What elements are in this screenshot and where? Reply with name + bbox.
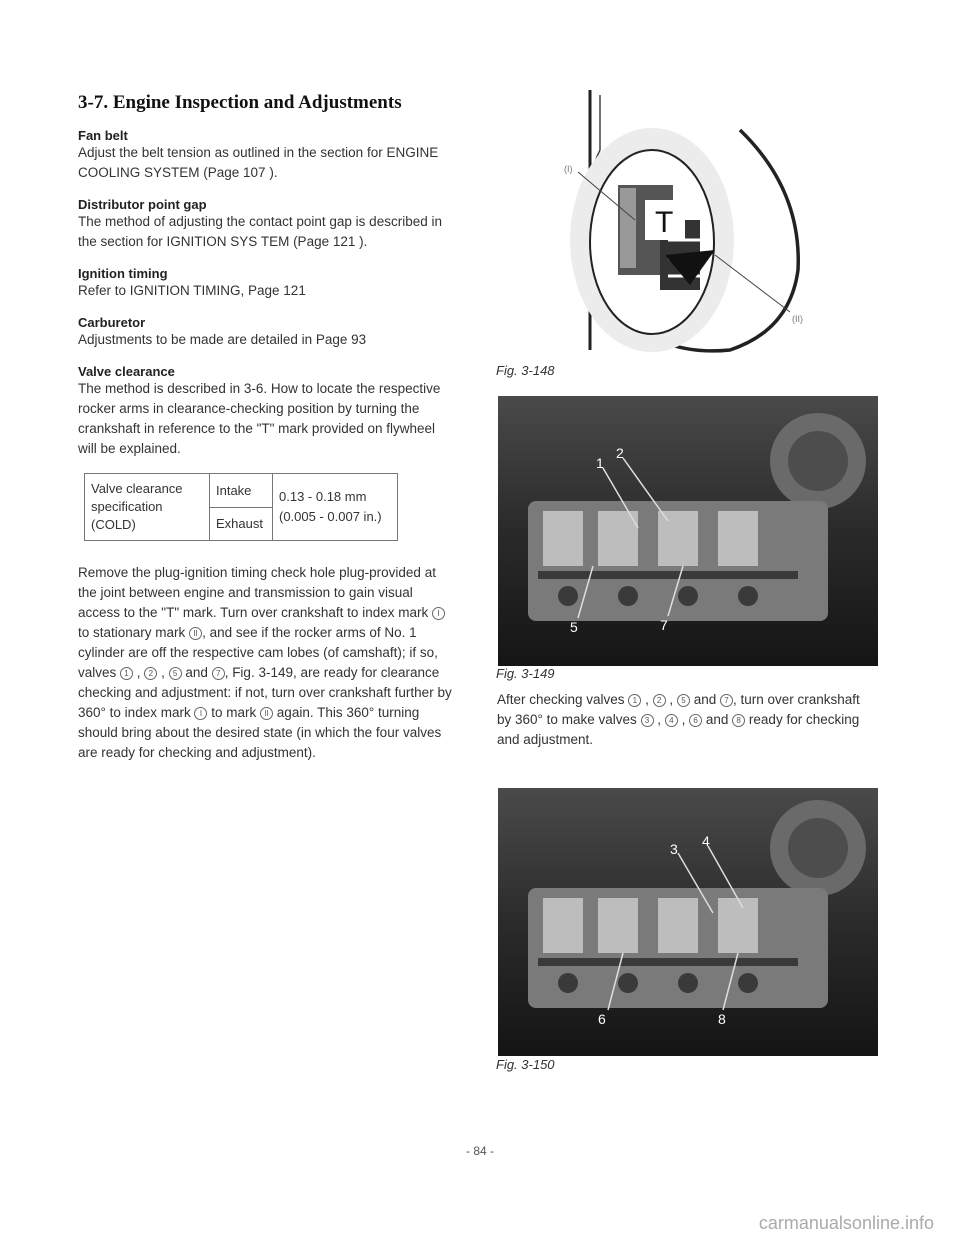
- right-text-sep-3: ,: [657, 712, 662, 727]
- t-mark-letter: T: [655, 206, 674, 239]
- spec-value-mm: 0.13 - 0.18 mm: [279, 489, 367, 504]
- fig-3-150-label-8: 8: [718, 1011, 726, 1027]
- procedure-part-4: , Fig. 3-149, are ready for clearance checking and adjustment: if not, turn over crankshaft further by 360° to index mark: [78, 665, 452, 720]
- spec-label: Valve clearance specification (COLD): [85, 474, 210, 541]
- right-text-part-a: After checking valves: [497, 692, 625, 707]
- fig-3-148-caption: Fig. 3-148: [496, 363, 555, 378]
- procedure-sep-1: ,: [136, 665, 141, 680]
- circled-valve-3-r: 3: [641, 714, 654, 727]
- page-number: - 84 -: [465, 1144, 494, 1158]
- right-text-sep-2: ,: [669, 692, 674, 707]
- circled-valve-7-r: 7: [720, 694, 733, 707]
- text-fan-belt: Adjust the belt tension as outlined in the section for ENGINE COOLING SYSTEM (Page 107 ).: [78, 145, 439, 180]
- procedure-text: [78, 563, 454, 763]
- fig-3-149-label-5: 5: [570, 619, 578, 635]
- fig-3-150-label-3: 3: [670, 841, 678, 857]
- fig-3-150-photo: [498, 788, 878, 1056]
- fig-3-149-caption: Fig. 3-149: [496, 666, 555, 681]
- circled-valve-2-r: 2: [653, 694, 666, 707]
- procedure-sep-2: ,: [161, 665, 165, 680]
- circled-valve-8-r: 8: [732, 714, 745, 727]
- circled-valve-1-r: 1: [628, 694, 641, 707]
- right-text-and-1: and: [693, 692, 717, 707]
- circled-mark-ii-2: II: [260, 707, 273, 720]
- right-text-sep-4: ,: [681, 712, 686, 727]
- right-text-part-c: ready for checking and adjustment.: [497, 712, 860, 747]
- text-carburetor: Adjustments to be made are detailed in Page 93: [78, 332, 367, 347]
- spec-exhaust: Exhaust: [210, 507, 273, 541]
- circled-valve-4-r: 4: [665, 714, 678, 727]
- right-text-part-b: , turn over crankshaft by 360° to make valves: [497, 692, 860, 727]
- procedure-part-1: Remove the plug-ignition timing check hole plug-provided at the joint between engine and transmission to gain visual access to the "T" mark. Turn over crankshaft to index mark: [78, 565, 436, 620]
- fig-3-148-label-i: (I): [564, 164, 573, 174]
- fig-3-150-caption: Fig. 3-150: [496, 1057, 555, 1072]
- procedure-part-6: again. This 360° turning should bring about the desired state (in which the four valves are ready for checking and adjustment).: [78, 705, 442, 760]
- circled-valve-5-r: 5: [677, 694, 690, 707]
- circled-valve-2: 2: [144, 667, 157, 680]
- procedure-part-2: to stationary mark: [78, 625, 186, 640]
- fig-3-150-label-4: 4: [702, 833, 710, 849]
- circled-valve-5: 5: [169, 667, 182, 680]
- fig-3-149-label-2: 2: [616, 445, 624, 461]
- fig-3-148-label-ii: (II): [792, 314, 803, 324]
- circled-mark-i: I: [432, 607, 445, 620]
- circled-mark-ii: II: [189, 627, 202, 640]
- fig-3-149-photo: [498, 396, 878, 666]
- left-column: [78, 92, 454, 777]
- spec-value-in: (0.005 - 0.007 in.): [279, 509, 382, 524]
- spec-value: [273, 474, 398, 541]
- right-text-and-2: and: [705, 712, 729, 727]
- circled-valve-1: 1: [120, 667, 133, 680]
- fig-3-148-illustration: [540, 90, 870, 360]
- procedure-and: and: [185, 665, 208, 680]
- text-distributor: The method of adjusting the contact point gap is described in the section for IGNITION SYS TEM (Page 121 ).: [78, 214, 442, 249]
- watermark: carmanualsonline.info: [758, 1213, 934, 1233]
- text-valve-clearance: The method is described in 3-6. How to locate the respective rocker arms in clearance-checking position by turning the crankshaft in reference to the "T" mark provided on flywheel will be explained.: [78, 381, 441, 456]
- procedure-part-5: to mark: [211, 705, 257, 720]
- heading-fan-belt: Fan belt: [78, 128, 128, 143]
- right-column-text: [497, 690, 877, 750]
- section-title: 3-7. Engine Inspection and Adjustments: [78, 92, 402, 113]
- heading-ignition-timing: Ignition timing: [78, 266, 168, 281]
- fig-3-150-label-6: 6: [598, 1011, 606, 1027]
- spec-intake: Intake: [210, 474, 273, 508]
- text-ignition-timing: Refer to IGNITION TIMING, Page 121: [78, 283, 306, 298]
- circled-valve-6-r: 6: [689, 714, 702, 727]
- valve-clearance-table: [84, 473, 398, 541]
- heading-carburetor: Carburetor: [78, 315, 146, 330]
- fig-3-149-label-7: 7: [660, 617, 668, 633]
- procedure-part-3: , and see if the rocker arms of No. 1 cylinder are off the respective cam lobes (of camshaft); if so, valves: [78, 625, 438, 680]
- circled-mark-i-2: I: [194, 707, 207, 720]
- heading-valve-clearance: Valve clearance: [78, 364, 175, 379]
- heading-distributor: Distributor point gap: [78, 197, 207, 212]
- circled-valve-7: 7: [212, 667, 225, 680]
- right-text-sep-1: ,: [645, 692, 649, 707]
- fig-3-149-label-1: 1: [596, 455, 604, 471]
